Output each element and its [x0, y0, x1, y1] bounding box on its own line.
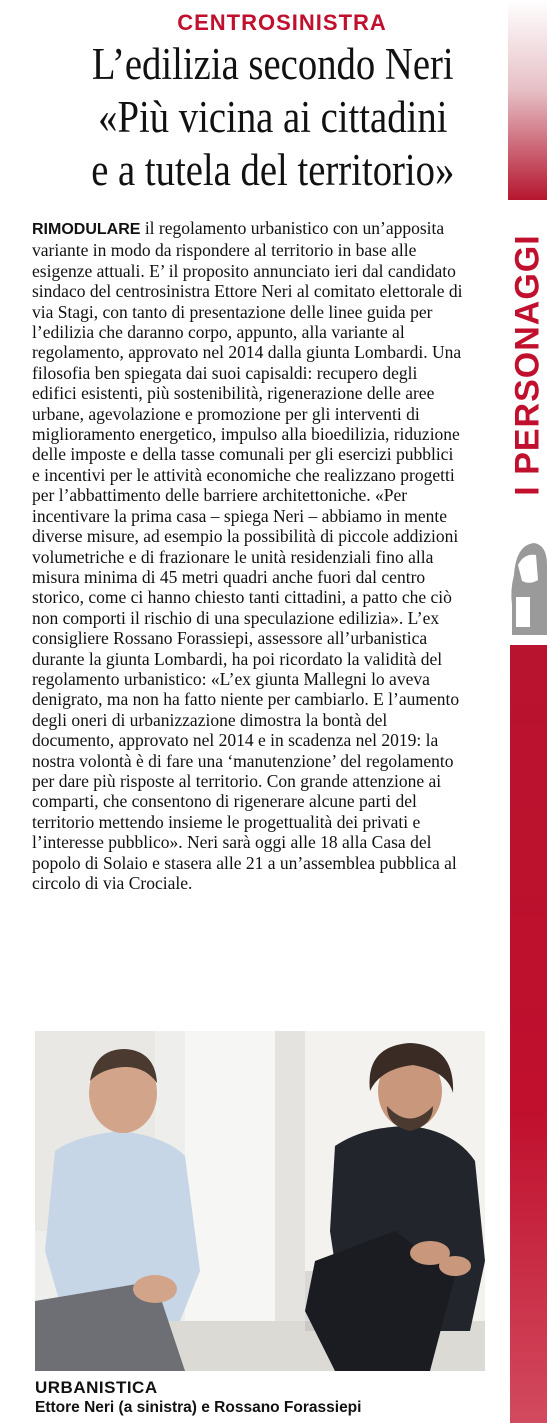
headline-line: L’edilizia secondo Neri: [91, 39, 454, 89]
article-photo: [35, 1031, 485, 1371]
photo-caption-title: URBANISTICA: [35, 1378, 158, 1397]
photo-caption: Ettore Neri (a sinistra) e Rossano Forassiepi: [35, 1399, 362, 1416]
section-label-text: I PERSONAGGI: [508, 234, 546, 496]
section-label: [508, 205, 547, 525]
body-text: il regolamento urbanistico con un’apposita variante in modo da rispondere al territorio in base alle esigenze attuali. E’ il proposito annunciato ieri dal candidato sindaco del centrosinistra Ettore Neri al comitato elettorale di via Stagi, con tanto di presentazione delle linee guida per l’edilizia che daranno corpo, appunto, alla variante al regolamento, approvato nel 2014 dalla giunta Lombardi. Una filosofia ben spiegata dai suoi capisaldi: recupero degli edifici esistenti, più sostenibilità, rigenerazione delle aree urbane, agevolazione e promozione per gli interventi di miglioramento energetico, impulso alla bioedilizia, riduzione delle imposte e della tasse comunali per gli esercizi pubblici e incentivi per le attività economiche che realizzano progetti per l’abbattimento delle barriere architettoniche. «Per incentivare la prima casa – spiega Neri – abbiamo in mente diverse misure, ad esempio la possibilità di piccole addizioni volumetriche e di frazionare le unità residenziali fino alla misura minima di 45 metri quadri anche fuori dal centro storico, come ci hanno chiesto tanti cittadini, a patto che ciò non comporti il rischio di una speculazione edilizia». L’ex consigliere Rossano Forassiepi, assessore all’urbanistica durante la giunta Lombardi, ha poi ricordato la validità del regolamento urbanistico: «L’ex giunta Mallegni lo aveva denigrato, ma non ha fatto niente per cambiarlo. E l’aumento degli oneri di urbanizzazione dimostra la bontà del documento, approvato nel 2014 e in scadenza nel 2019: la nostra volontà è di fare una ‘manutenzione’ del regolamento per dare più risposte al territorio. Con grande attenzione ai comparti, che consentono di rigenerare alcune parti del territorio mettendo insieme le progettualità dei privati e l’interesse pubblico». Neri sarà oggi alle 18 alla Casa del popolo di Solaio e stasera alle 21 a un’assemblea pubblica al circolo di via Crociale.: [32, 218, 463, 893]
article-body: [32, 218, 464, 893]
profile-silhouette-icon: [508, 535, 547, 635]
headline-line: «Più vicina ai cittadini: [98, 92, 448, 142]
lead-word: RIMODULARE: [32, 221, 141, 238]
section-side-band: [508, 0, 547, 1423]
headline-line: e a tutela del territorio»: [91, 145, 455, 195]
section-kicker: CENTROSINISTRA: [177, 10, 387, 35]
band-gradient: [508, 0, 547, 200]
headline: [32, 38, 455, 197]
band-red-bar: [510, 645, 547, 1423]
